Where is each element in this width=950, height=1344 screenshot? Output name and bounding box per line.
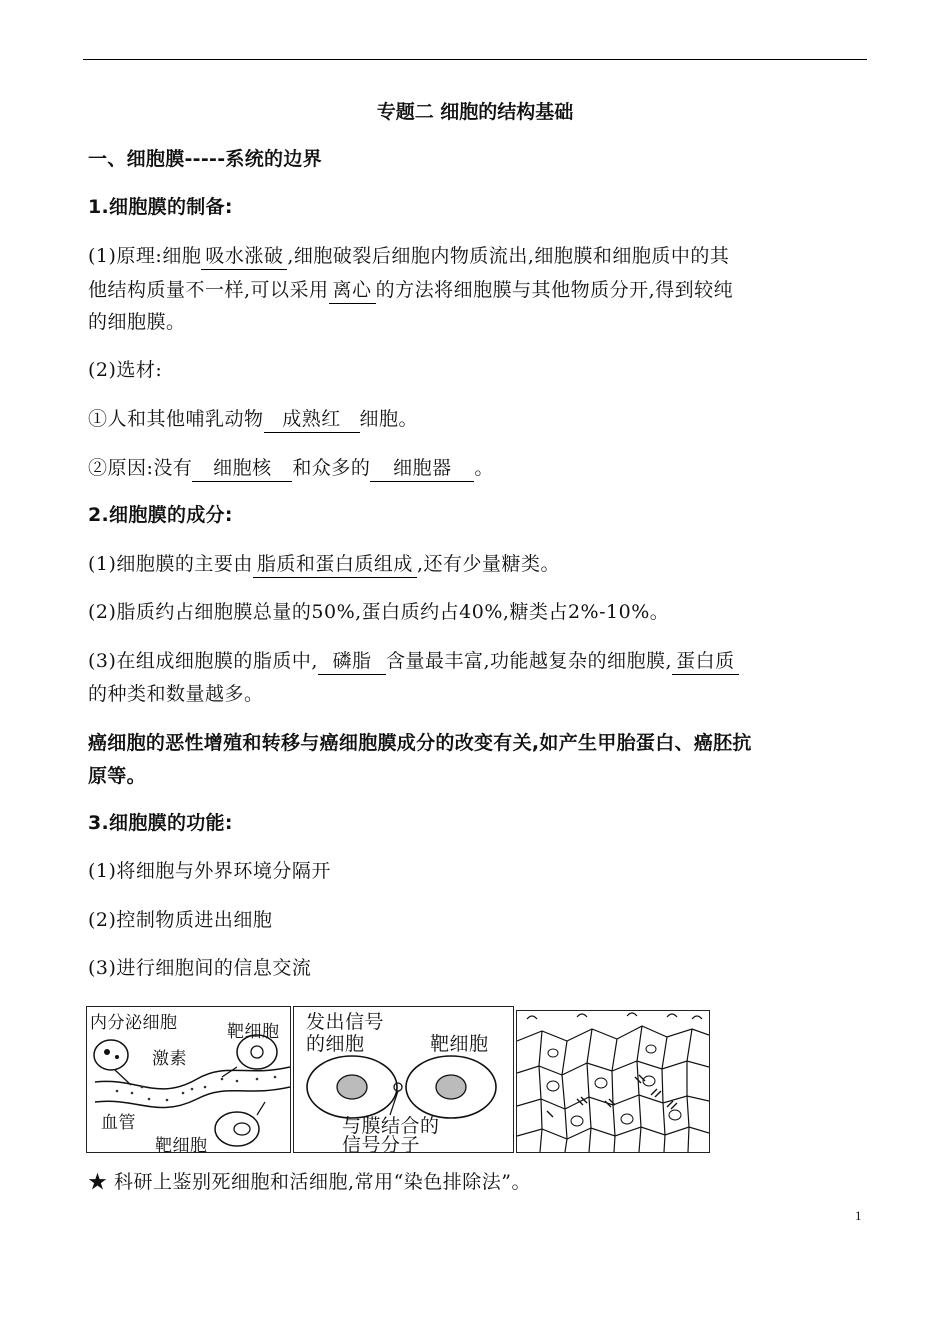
composition-line-1 (88, 551, 560, 578)
text: ②原因:没有 (88, 457, 193, 479)
text: 。 (474, 457, 494, 479)
text: ,还有少量糖类。 (416, 553, 560, 575)
text: 和众多的 (292, 457, 371, 479)
material-line (88, 406, 418, 433)
label-blood-vessel: 血管 (101, 1113, 136, 1133)
material-label: (2)选材: (88, 359, 163, 381)
cancer-note-line-1: 癌细胞的恶性增殖和转移与癌细胞膜成分的改变有关,如产生甲胎蛋白、癌胚抗 (88, 732, 752, 754)
text: 含量最丰富,功能越复杂的细胞膜, (385, 650, 673, 672)
label-signal-line-2: 信号分子 (342, 1134, 421, 1153)
text: ①人和其他哺乳动物 (88, 408, 264, 430)
fill-blank: 吸水涨破 (201, 243, 287, 270)
fill-blank: 细胞器 (370, 455, 474, 482)
composition-line-2: (2)脂质约占细胞膜总量的50%,蛋白质约占40%,糖类占2%-10%。 (88, 601, 670, 623)
principle-line-2 (88, 277, 733, 304)
label-target-cell-bottom: 靶细胞 (155, 1136, 208, 1153)
figure-plant-cells (516, 1010, 710, 1153)
text: 细胞。 (359, 408, 419, 430)
composition-line-3 (88, 648, 739, 675)
cancer-note-line-2: 原等。 (88, 765, 146, 787)
subheading-composition: 2.细胞膜的成分: (88, 504, 233, 526)
label-target-cell: 靶细胞 (430, 1033, 489, 1055)
fill-blank: 细胞核 (192, 455, 292, 482)
principle-line-1 (88, 243, 729, 270)
composition-line-3-cont: 的种类和数量越多。 (88, 683, 264, 705)
star-note: ★ 科研上鉴别死细胞和活细胞,常用“染色排除法”。 (88, 1171, 532, 1193)
fill-blank: 蛋白质 (672, 648, 739, 675)
principle-line-3: 的细胞膜。 (88, 311, 186, 333)
section-heading: 一、细胞膜-----系统的边界 (88, 148, 322, 170)
text: (1)细胞膜的主要由 (88, 553, 253, 575)
label-sender-line-1: 发出信号 (306, 1011, 385, 1033)
text: (3)在组成细胞膜的脂质中, (88, 650, 318, 672)
text: ,细胞破裂后细胞内物质流出,细胞膜和细胞质中的其 (287, 245, 730, 267)
subheading-function: 3.细胞膜的功能: (88, 812, 233, 834)
text: 他结构质量不一样,可以采用 (88, 279, 329, 301)
fill-blank: 脂质和蛋白质组成 (253, 551, 417, 578)
function-item-2: (2)控制物质进出细胞 (88, 909, 273, 931)
subheading-preparation: 1.细胞膜的制备: (88, 196, 233, 218)
label-target-cell-top: 靶细胞 (227, 1022, 280, 1042)
header-rule (83, 59, 867, 60)
label-sender-line-2: 的细胞 (306, 1033, 365, 1055)
figure-endocrine-signaling (86, 1006, 291, 1153)
fill-blank: 磷脂 (318, 648, 386, 675)
page-title: 专题二 细胞的结构基础 (376, 101, 574, 123)
fill-blank: 成熟红 (264, 406, 360, 433)
function-item-1: (1)将细胞与外界环境分隔开 (88, 860, 331, 882)
figure-contact-signaling (293, 1006, 514, 1153)
page-number: 1 (855, 1208, 862, 1223)
reason-line (88, 455, 494, 482)
function-item-3: (3)进行细胞间的信息交流 (88, 957, 312, 979)
label-hormone: 激素 (152, 1049, 187, 1069)
plant-cell-sketch (517, 1011, 709, 1152)
text: 的方法将细胞膜与其他物质分开,得到较纯 (375, 279, 734, 301)
fill-blank: 离心 (329, 277, 376, 304)
label-endocrine-cell: 内分泌细胞 (90, 1013, 178, 1033)
label-signal-line-1: 与膜结合的 (342, 1115, 440, 1137)
text: (1)原理:细胞 (88, 245, 202, 267)
